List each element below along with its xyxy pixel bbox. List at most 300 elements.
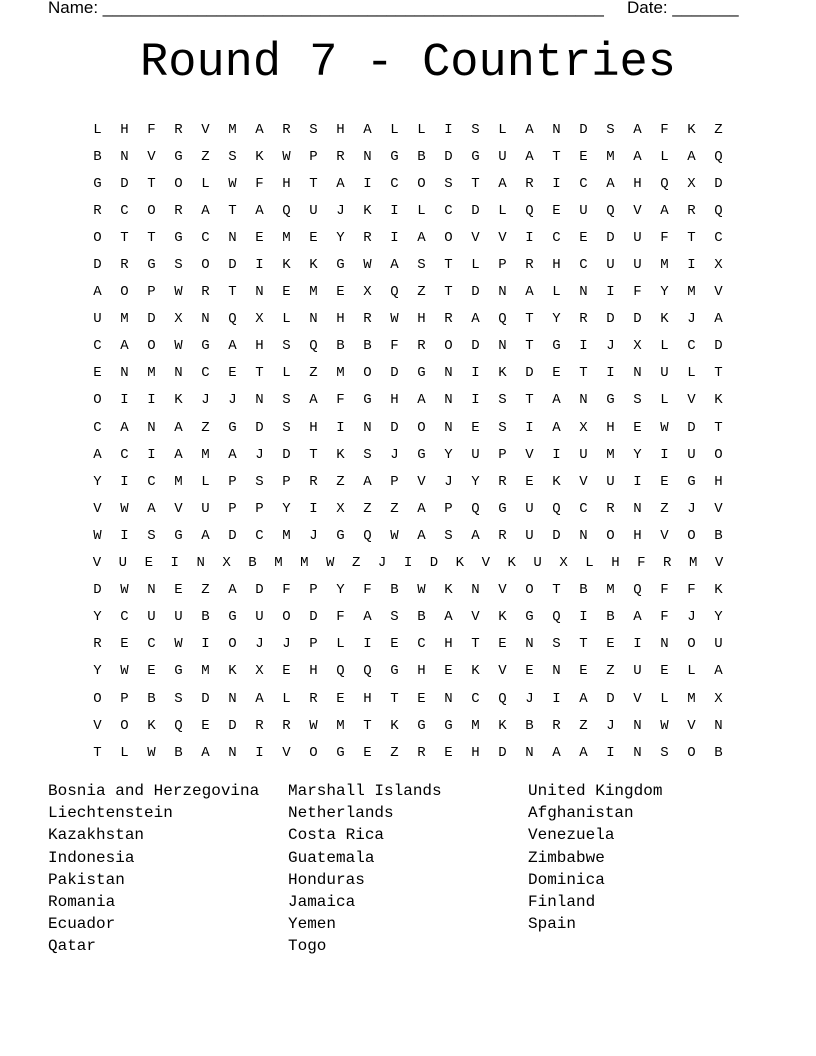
grid-letter[interactable]: N <box>255 392 264 409</box>
grid-letter[interactable]: L <box>93 121 102 138</box>
grid-letter[interactable]: N <box>309 311 318 328</box>
grid-letter[interactable]: A <box>417 392 426 409</box>
grid-letter[interactable]: H <box>633 527 642 544</box>
grid-letter[interactable]: I <box>579 338 588 355</box>
grid-letter[interactable]: O <box>282 609 291 626</box>
grid-letter[interactable]: Q <box>390 284 399 301</box>
grid-letter[interactable]: W <box>174 284 183 301</box>
grid-letter[interactable]: S <box>363 446 372 463</box>
grid-letter[interactable]: I <box>552 446 561 463</box>
grid-letter[interactable]: N <box>633 500 642 517</box>
grid-letter[interactable]: O <box>444 229 453 246</box>
grid-letter[interactable]: A <box>633 121 642 138</box>
grid-letter[interactable]: H <box>714 473 723 490</box>
grid-letter[interactable]: N <box>120 148 129 165</box>
grid-letter[interactable]: F <box>390 338 399 355</box>
grid-letter[interactable]: A <box>174 419 183 436</box>
grid-letter[interactable]: C <box>147 636 156 653</box>
grid-letter[interactable]: J <box>444 473 453 490</box>
grid-letter[interactable]: I <box>390 202 399 219</box>
grid-letter[interactable]: T <box>525 338 534 355</box>
grid-letter[interactable]: I <box>471 365 480 382</box>
grid-letter[interactable]: L <box>660 148 669 165</box>
grid-letter[interactable]: N <box>579 392 588 409</box>
grid-letter[interactable]: R <box>282 121 291 138</box>
grid-letter[interactable]: D <box>228 717 237 734</box>
grid-letter[interactable]: K <box>174 392 183 409</box>
grid-letter[interactable]: P <box>309 636 318 653</box>
grid-letter[interactable]: M <box>606 446 615 463</box>
grid-letter[interactable]: C <box>579 257 588 274</box>
grid-letter[interactable]: E <box>336 690 345 707</box>
grid-letter[interactable]: L <box>498 121 507 138</box>
grid-letter[interactable]: D <box>444 148 453 165</box>
grid-letter[interactable]: Y <box>93 473 102 490</box>
grid-letter[interactable]: Q <box>606 202 615 219</box>
grid-letter[interactable]: A <box>120 338 129 355</box>
grid-letter[interactable]: G <box>606 392 615 409</box>
grid-letter[interactable]: C <box>687 338 696 355</box>
grid-letter[interactable]: G <box>174 229 183 246</box>
grid-letter[interactable]: V <box>498 582 507 599</box>
grid-letter[interactable]: X <box>222 555 231 572</box>
grid-letter[interactable]: Q <box>552 500 561 517</box>
grid-letter[interactable]: M <box>309 284 318 301</box>
grid-letter[interactable]: T <box>120 229 129 246</box>
grid-letter[interactable]: C <box>120 202 129 219</box>
grid-letter[interactable]: E <box>525 663 534 680</box>
grid-letter[interactable]: F <box>660 121 669 138</box>
grid-letter[interactable]: D <box>714 175 723 192</box>
grid-letter[interactable]: T <box>687 229 696 246</box>
grid-letter[interactable]: O <box>525 582 534 599</box>
grid-letter[interactable]: T <box>579 636 588 653</box>
grid-letter[interactable]: I <box>255 744 264 761</box>
grid-letter[interactable]: K <box>498 717 507 734</box>
grid-letter[interactable]: L <box>417 202 426 219</box>
grid-letter[interactable]: H <box>444 636 453 653</box>
grid-letter[interactable]: D <box>282 446 291 463</box>
grid-letter[interactable]: T <box>228 202 237 219</box>
grid-letter[interactable]: H <box>633 175 642 192</box>
grid-letter[interactable]: A <box>201 202 210 219</box>
grid-letter[interactable]: W <box>660 419 669 436</box>
grid-letter[interactable]: I <box>170 555 179 572</box>
grid-letter[interactable]: K <box>498 609 507 626</box>
grid-letter[interactable]: Q <box>633 582 642 599</box>
grid-letter[interactable]: N <box>363 419 372 436</box>
grid-letter[interactable]: U <box>201 500 210 517</box>
grid-letter[interactable]: K <box>390 717 399 734</box>
grid-letter[interactable]: G <box>471 148 480 165</box>
grid-letter[interactable]: A <box>471 527 480 544</box>
grid-letter[interactable]: L <box>201 175 210 192</box>
grid-letter[interactable]: Z <box>336 473 345 490</box>
grid-letter[interactable]: D <box>390 419 399 436</box>
grid-letter[interactable]: F <box>687 582 696 599</box>
grid-letter[interactable]: G <box>336 527 345 544</box>
grid-letter[interactable]: T <box>525 392 534 409</box>
grid-letter[interactable]: P <box>309 148 318 165</box>
grid-letter[interactable]: V <box>714 555 724 572</box>
grid-letter[interactable]: R <box>417 338 426 355</box>
grid-letter[interactable]: N <box>174 365 183 382</box>
grid-letter[interactable]: E <box>552 365 561 382</box>
grid-letter[interactable]: E <box>93 365 102 382</box>
grid-letter[interactable]: B <box>714 527 723 544</box>
grid-letter[interactable]: A <box>633 609 642 626</box>
grid-letter[interactable]: W <box>120 582 129 599</box>
grid-letter[interactable]: N <box>444 419 453 436</box>
grid-letter[interactable]: T <box>228 284 237 301</box>
grid-letter[interactable]: K <box>336 446 345 463</box>
grid-letter[interactable]: P <box>498 446 507 463</box>
grid-letter[interactable]: W <box>174 636 183 653</box>
grid-letter[interactable]: F <box>282 582 291 599</box>
grid-letter[interactable]: D <box>390 365 399 382</box>
grid-letter[interactable]: B <box>363 338 372 355</box>
grid-letter[interactable]: A <box>255 121 264 138</box>
grid-letter[interactable]: U <box>606 257 615 274</box>
grid-letter[interactable]: J <box>201 392 210 409</box>
grid-letter[interactable]: D <box>471 338 480 355</box>
grid-letter[interactable]: S <box>606 121 615 138</box>
grid-letter[interactable]: M <box>687 690 696 707</box>
grid-letter[interactable]: U <box>714 636 723 653</box>
grid-letter[interactable]: E <box>444 663 453 680</box>
grid-letter[interactable]: N <box>552 663 561 680</box>
grid-letter[interactable]: G <box>174 527 183 544</box>
grid-letter[interactable]: A <box>633 148 642 165</box>
grid-letter[interactable]: S <box>633 392 642 409</box>
grid-letter[interactable]: V <box>714 500 723 517</box>
grid-letter[interactable]: C <box>579 500 588 517</box>
grid-letter[interactable]: A <box>417 527 426 544</box>
grid-letter[interactable]: C <box>201 229 210 246</box>
grid-letter[interactable]: Q <box>660 175 669 192</box>
grid-letter[interactable]: D <box>552 527 561 544</box>
grid-letter[interactable]: D <box>201 690 210 707</box>
grid-letter[interactable]: P <box>444 500 453 517</box>
grid-letter[interactable]: V <box>93 717 102 734</box>
grid-letter[interactable]: L <box>417 121 426 138</box>
grid-letter[interactable]: O <box>687 636 696 653</box>
grid-letter[interactable]: E <box>144 555 153 572</box>
grid-letter[interactable]: S <box>660 744 669 761</box>
grid-letter[interactable]: J <box>606 717 615 734</box>
grid-letter[interactable]: I <box>147 392 156 409</box>
grid-letter[interactable]: Y <box>93 663 102 680</box>
grid-letter[interactable]: Z <box>201 582 210 599</box>
grid-letter[interactable]: N <box>525 744 534 761</box>
grid-letter[interactable]: V <box>93 500 102 517</box>
grid-letter[interactable]: O <box>147 338 156 355</box>
grid-letter[interactable]: J <box>687 609 696 626</box>
grid-letter[interactable]: R <box>255 717 264 734</box>
grid-letter[interactable]: H <box>611 555 620 572</box>
grid-letter[interactable]: A <box>687 148 696 165</box>
grid-letter[interactable]: W <box>120 663 129 680</box>
grid-letter[interactable]: O <box>687 744 696 761</box>
grid-letter[interactable]: V <box>147 148 156 165</box>
grid-letter[interactable]: V <box>498 663 507 680</box>
grid-letter[interactable]: R <box>552 717 561 734</box>
grid-letter[interactable]: L <box>585 555 594 572</box>
grid-letter[interactable]: D <box>255 419 264 436</box>
grid-letter[interactable]: Q <box>336 663 345 680</box>
grid-letter[interactable]: T <box>93 744 102 761</box>
grid-letter[interactable]: R <box>201 284 210 301</box>
grid-letter[interactable]: O <box>120 717 129 734</box>
grid-letter[interactable]: K <box>363 202 372 219</box>
grid-letter[interactable]: H <box>120 121 129 138</box>
grid-letter[interactable]: Q <box>498 690 507 707</box>
grid-letter[interactable]: E <box>579 663 588 680</box>
grid-letter[interactable]: M <box>228 121 237 138</box>
grid-letter[interactable]: F <box>633 284 642 301</box>
grid-letter[interactable]: O <box>417 419 426 436</box>
grid-letter[interactable]: E <box>120 636 129 653</box>
grid-letter[interactable]: E <box>498 636 507 653</box>
grid-letter[interactable]: N <box>255 284 264 301</box>
grid-letter[interactable]: A <box>390 257 399 274</box>
grid-letter[interactable]: F <box>660 609 669 626</box>
grid-letter[interactable]: L <box>552 284 561 301</box>
grid-letter[interactable]: O <box>93 229 102 246</box>
grid-letter[interactable]: Z <box>351 555 361 572</box>
grid-letter[interactable]: V <box>174 500 183 517</box>
grid-letter[interactable]: R <box>525 175 534 192</box>
grid-letter[interactable]: U <box>579 202 588 219</box>
grid-letter[interactable]: G <box>417 717 426 734</box>
grid-letter[interactable]: N <box>147 582 156 599</box>
grid-letter[interactable]: N <box>196 555 205 572</box>
grid-letter[interactable]: A <box>417 229 426 246</box>
grid-letter[interactable]: A <box>525 284 534 301</box>
grid-letter[interactable]: U <box>525 500 534 517</box>
grid-letter[interactable]: D <box>429 555 439 572</box>
grid-letter[interactable]: R <box>363 229 372 246</box>
grid-letter[interactable]: P <box>228 500 237 517</box>
grid-letter[interactable]: T <box>255 365 264 382</box>
grid-letter[interactable]: X <box>714 690 723 707</box>
grid-letter[interactable]: E <box>282 284 291 301</box>
grid-letter[interactable]: J <box>390 446 399 463</box>
grid-letter[interactable]: Y <box>93 609 102 626</box>
grid-letter[interactable]: I <box>525 419 534 436</box>
grid-letter[interactable]: A <box>228 582 237 599</box>
grid-letter[interactable]: F <box>363 582 372 599</box>
grid-letter[interactable]: E <box>606 636 615 653</box>
grid-letter[interactable]: W <box>390 527 399 544</box>
grid-letter[interactable]: C <box>255 527 264 544</box>
grid-letter[interactable]: D <box>606 311 615 328</box>
grid-letter[interactable]: G <box>444 717 453 734</box>
grid-letter[interactable]: H <box>309 663 318 680</box>
grid-letter[interactable]: Z <box>309 365 318 382</box>
grid-letter[interactable]: A <box>714 311 723 328</box>
grid-letter[interactable]: S <box>552 636 561 653</box>
grid-letter[interactable]: C <box>714 229 723 246</box>
grid-letter[interactable]: V <box>471 609 480 626</box>
grid-letter[interactable]: U <box>687 446 696 463</box>
grid-letter[interactable]: Z <box>714 121 723 138</box>
grid-letter[interactable]: U <box>660 365 669 382</box>
grid-letter[interactable]: R <box>174 202 183 219</box>
grid-letter[interactable]: Q <box>228 311 237 328</box>
grid-letter[interactable]: K <box>714 582 723 599</box>
grid-letter[interactable]: Z <box>390 500 399 517</box>
grid-letter[interactable]: O <box>201 257 210 274</box>
grid-letter[interactable]: C <box>120 446 129 463</box>
grid-letter[interactable]: G <box>336 257 345 274</box>
grid-letter[interactable]: D <box>309 609 318 626</box>
grid-letter[interactable]: N <box>498 338 507 355</box>
grid-letter[interactable]: M <box>688 555 698 572</box>
grid-letter[interactable]: S <box>174 257 183 274</box>
grid-letter[interactable]: D <box>606 690 615 707</box>
grid-letter[interactable]: T <box>552 148 561 165</box>
grid-letter[interactable]: L <box>660 392 669 409</box>
grid-letter[interactable]: A <box>552 392 561 409</box>
grid-letter[interactable]: C <box>471 690 480 707</box>
grid-letter[interactable]: Y <box>714 609 723 626</box>
grid-letter[interactable]: P <box>147 284 156 301</box>
grid-letter[interactable]: S <box>282 419 291 436</box>
grid-letter[interactable]: N <box>714 717 723 734</box>
grid-letter[interactable]: F <box>255 175 264 192</box>
grid-letter[interactable]: E <box>660 473 669 490</box>
grid-letter[interactable]: M <box>336 717 345 734</box>
grid-letter[interactable]: N <box>363 148 372 165</box>
grid-letter[interactable]: E <box>525 473 534 490</box>
grid-letter[interactable]: S <box>282 338 291 355</box>
grid-letter[interactable]: B <box>714 744 723 761</box>
grid-letter[interactable]: Z <box>363 500 372 517</box>
grid-letter[interactable]: O <box>687 527 696 544</box>
grid-letter[interactable]: K <box>228 663 237 680</box>
grid-letter[interactable]: U <box>93 311 102 328</box>
grid-letter[interactable]: U <box>579 446 588 463</box>
grid-letter[interactable]: N <box>471 582 480 599</box>
grid-letter[interactable]: C <box>120 609 129 626</box>
grid-letter[interactable]: G <box>336 744 345 761</box>
grid-letter[interactable]: R <box>93 636 102 653</box>
grid-letter[interactable]: J <box>255 446 264 463</box>
grid-letter[interactable]: A <box>498 175 507 192</box>
grid-letter[interactable]: M <box>660 257 669 274</box>
grid-letter[interactable]: P <box>282 473 291 490</box>
grid-letter[interactable]: E <box>660 663 669 680</box>
grid-letter[interactable]: J <box>228 392 237 409</box>
grid-letter[interactable]: C <box>147 473 156 490</box>
grid-letter[interactable]: B <box>579 582 588 599</box>
grid-letter[interactable]: C <box>417 636 426 653</box>
grid-letter[interactable]: F <box>637 555 646 572</box>
grid-letter[interactable]: C <box>444 202 453 219</box>
grid-letter[interactable]: I <box>390 229 399 246</box>
grid-letter[interactable]: E <box>444 744 453 761</box>
grid-letter[interactable]: L <box>660 338 669 355</box>
grid-letter[interactable]: W <box>363 257 372 274</box>
grid-letter[interactable]: A <box>525 148 534 165</box>
grid-letter[interactable]: Z <box>201 148 210 165</box>
grid-letter[interactable]: E <box>174 582 183 599</box>
grid-letter[interactable]: U <box>118 555 128 572</box>
grid-letter[interactable]: L <box>201 473 210 490</box>
grid-letter[interactable]: H <box>606 419 615 436</box>
grid-letter[interactable]: K <box>147 717 156 734</box>
grid-letter[interactable]: B <box>525 717 534 734</box>
grid-letter[interactable]: W <box>93 527 102 544</box>
grid-letter[interactable]: A <box>660 202 669 219</box>
grid-letter[interactable]: M <box>687 284 696 301</box>
grid-letter[interactable]: T <box>471 175 480 192</box>
grid-letter[interactable]: A <box>363 609 372 626</box>
grid-letter[interactable]: I <box>525 229 534 246</box>
grid-letter[interactable]: A <box>579 744 588 761</box>
grid-letter[interactable]: G <box>147 257 156 274</box>
grid-letter[interactable]: A <box>228 338 237 355</box>
grid-letter[interactable]: T <box>309 446 318 463</box>
grid-letter[interactable]: U <box>633 663 642 680</box>
grid-letter[interactable]: F <box>660 229 669 246</box>
grid-letter[interactable]: T <box>147 229 156 246</box>
grid-letter[interactable]: N <box>201 311 210 328</box>
grid-letter[interactable]: R <box>363 311 372 328</box>
grid-letter[interactable]: U <box>255 609 264 626</box>
grid-letter[interactable]: U <box>633 229 642 246</box>
grid-letter[interactable]: U <box>147 609 156 626</box>
grid-letter[interactable]: Q <box>552 609 561 626</box>
date-field[interactable]: Date: _______ <box>627 0 739 17</box>
grid-letter[interactable]: E <box>579 229 588 246</box>
grid-letter[interactable]: S <box>390 609 399 626</box>
grid-letter[interactable]: G <box>390 148 399 165</box>
grid-letter[interactable]: Y <box>336 582 345 599</box>
grid-letter[interactable]: G <box>363 392 372 409</box>
grid-letter[interactable]: E <box>552 202 561 219</box>
grid-letter[interactable]: G <box>228 419 237 436</box>
grid-letter[interactable]: G <box>174 663 183 680</box>
grid-letter[interactable]: E <box>201 717 210 734</box>
grid-letter[interactable]: S <box>444 175 453 192</box>
grid-letter[interactable]: D <box>93 257 102 274</box>
grid-letter[interactable]: Y <box>552 311 561 328</box>
grid-letter[interactable]: G <box>93 175 102 192</box>
grid-letter[interactable]: E <box>417 690 426 707</box>
grid-letter[interactable]: R <box>606 500 615 517</box>
grid-letter[interactable]: S <box>147 527 156 544</box>
grid-letter[interactable]: M <box>471 717 480 734</box>
grid-letter[interactable]: A <box>255 690 264 707</box>
grid-letter[interactable]: H <box>552 257 561 274</box>
grid-letter[interactable]: Q <box>714 202 723 219</box>
grid-letter[interactable]: Y <box>471 473 480 490</box>
grid-letter[interactable]: R <box>93 202 102 219</box>
grid-letter[interactable]: C <box>579 175 588 192</box>
grid-letter[interactable]: P <box>255 500 264 517</box>
grid-letter[interactable]: I <box>255 257 264 274</box>
grid-letter[interactable]: L <box>390 121 399 138</box>
grid-letter[interactable]: D <box>255 582 264 599</box>
grid-letter[interactable]: L <box>471 257 480 274</box>
grid-letter[interactable]: R <box>498 527 507 544</box>
grid-letter[interactable]: M <box>300 555 309 572</box>
grid-letter[interactable]: K <box>309 257 318 274</box>
grid-letter[interactable]: I <box>579 609 588 626</box>
grid-letter[interactable]: R <box>336 148 345 165</box>
